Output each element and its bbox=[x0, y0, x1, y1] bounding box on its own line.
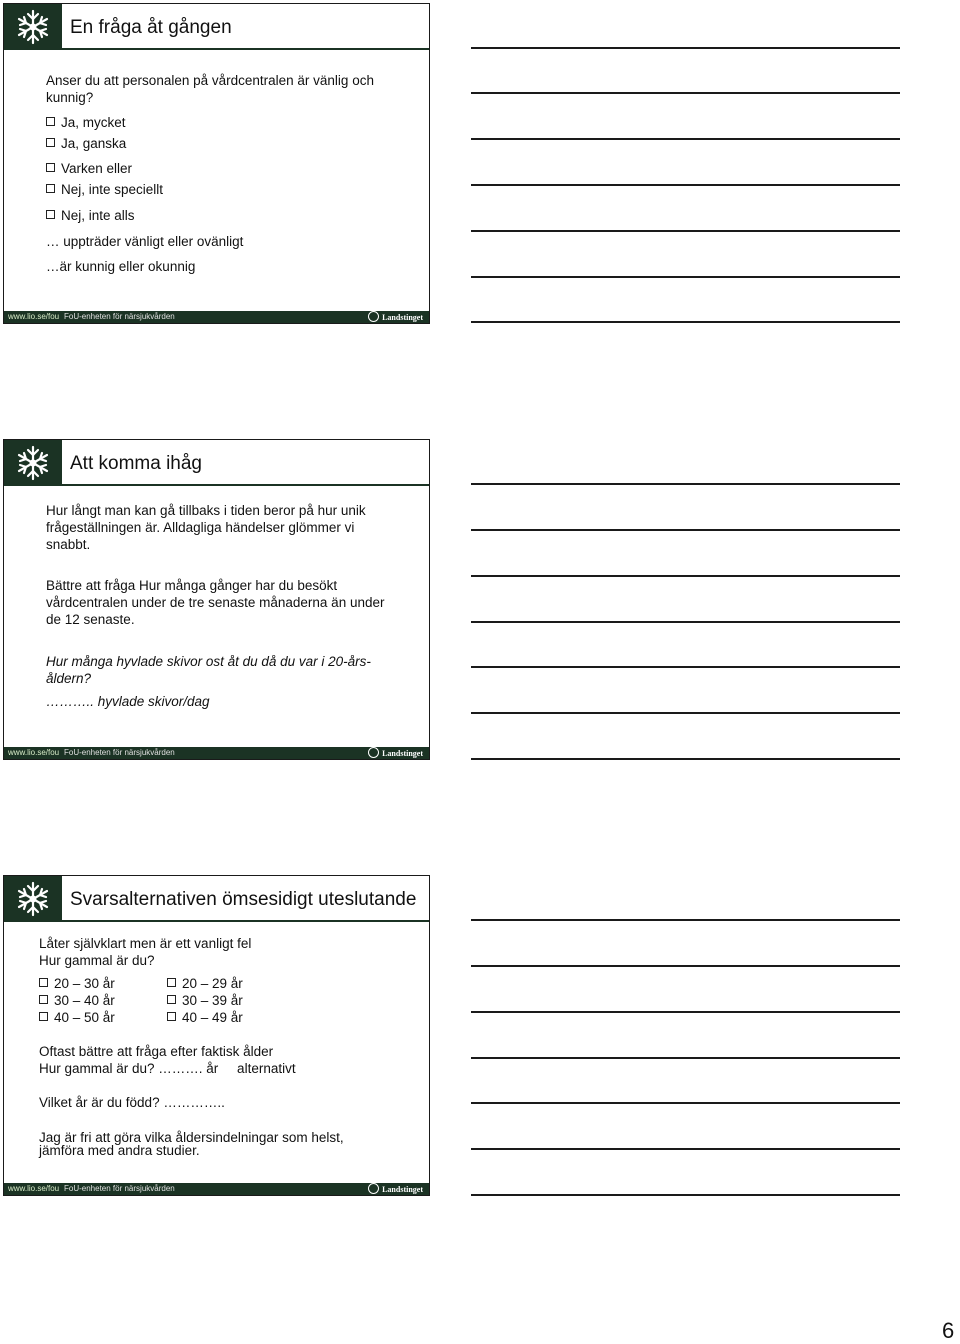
footer-brand-logo: Landstinget bbox=[368, 1183, 423, 1196]
note-line bbox=[471, 1057, 900, 1059]
footer-url[interactable]: www.lio.se/fou bbox=[8, 748, 60, 757]
note-line bbox=[471, 184, 900, 186]
slide-title: En fråga åt gången bbox=[70, 17, 232, 38]
age-option-right[interactable] bbox=[167, 1009, 243, 1026]
slide-title: Att komma ihåg bbox=[70, 453, 202, 474]
example-question: Hur många hyvlade skivor ost åt du då du var i 20-års- bbox=[46, 654, 371, 669]
snowflake-logo-icon bbox=[4, 876, 62, 922]
age-option-right[interactable] bbox=[167, 992, 243, 1009]
note-line bbox=[471, 666, 900, 668]
note-line bbox=[471, 1011, 900, 1013]
slide-header bbox=[4, 440, 429, 486]
paragraph-line: Bättre att fråga Hur många gånger har du besökt bbox=[46, 578, 338, 593]
option-label: Varken eller bbox=[61, 161, 133, 176]
paragraph-line: Vilket år är du född? ………….. bbox=[39, 1095, 225, 1110]
header-divider bbox=[62, 48, 429, 50]
note-line bbox=[471, 712, 900, 714]
option-label: 20 – 30 år bbox=[54, 976, 115, 991]
slide-footer bbox=[4, 1183, 429, 1195]
answer-option[interactable] bbox=[46, 114, 126, 131]
note-line bbox=[471, 230, 900, 232]
snowflake-logo-icon bbox=[4, 4, 62, 50]
header-divider bbox=[62, 920, 429, 922]
example-question: åldern? bbox=[46, 671, 92, 686]
answer-option[interactable] bbox=[46, 135, 126, 152]
note-line bbox=[471, 1102, 900, 1104]
paragraph-line: vårdcentralen under de tre senaste månaderna än under bbox=[46, 595, 385, 610]
note-line bbox=[471, 1148, 900, 1150]
slide-footer bbox=[4, 311, 429, 323]
checkbox-icon[interactable] bbox=[46, 184, 55, 193]
option-label: 20 – 29 år bbox=[182, 976, 243, 991]
note-line bbox=[471, 575, 900, 577]
question-text: Anser du att personalen på vårdcentralen är vänlig och bbox=[46, 73, 374, 88]
checkbox-icon[interactable] bbox=[46, 210, 55, 219]
paragraph-line: frågeställningen är. Alldagliga händelser glömmer vi bbox=[46, 520, 355, 535]
age-option-right[interactable] bbox=[167, 975, 243, 992]
note-line bbox=[471, 1194, 900, 1196]
note-line bbox=[471, 529, 900, 531]
note-line bbox=[471, 47, 900, 49]
checkbox-icon[interactable] bbox=[46, 138, 55, 147]
note-line bbox=[471, 483, 900, 485]
footer-unit: FoU-enheten för närsjukvården bbox=[64, 748, 175, 757]
paragraph-line: Hur gammal är du? ………. år alternativt bbox=[39, 1061, 296, 1076]
note-line bbox=[471, 965, 900, 967]
option-label: 40 – 49 år bbox=[182, 1010, 243, 1025]
paragraph-line: Hur långt man kan gå tillbaks i tiden beror på hur unik bbox=[46, 503, 366, 518]
footer-unit: FoU-enheten för närsjukvården bbox=[64, 312, 175, 321]
footer-url[interactable]: www.lio.se/fou bbox=[8, 312, 60, 321]
sub-question: … uppträder vänligt eller ovänligt bbox=[46, 234, 244, 249]
answer-option[interactable] bbox=[46, 181, 163, 198]
note-line bbox=[471, 138, 900, 140]
slide-2 bbox=[3, 439, 430, 760]
note-line bbox=[471, 621, 900, 623]
footer-brand-logo: Landstinget bbox=[368, 747, 423, 760]
option-label: 30 – 39 år bbox=[182, 993, 243, 1008]
paragraph-line: Oftast bättre att fråga efter faktisk ålder bbox=[39, 1044, 274, 1059]
note-line bbox=[471, 919, 900, 921]
checkbox-icon[interactable] bbox=[167, 1012, 176, 1021]
paragraph-line: Låter självklart men är ett vanligt fel bbox=[39, 936, 252, 951]
answer-option[interactable] bbox=[46, 207, 135, 224]
header-divider bbox=[62, 484, 429, 486]
paragraph-line: jämföra med andra studier. bbox=[39, 1143, 200, 1158]
note-line bbox=[471, 276, 900, 278]
option-label: Ja, mycket bbox=[61, 115, 126, 130]
slide-1 bbox=[3, 3, 430, 324]
checkbox-icon[interactable] bbox=[46, 117, 55, 126]
sub-question: …är kunnig eller okunnig bbox=[46, 259, 196, 274]
checkbox-icon[interactable] bbox=[39, 1012, 48, 1021]
footer-url[interactable]: www.lio.se/fou bbox=[8, 1184, 60, 1193]
footer-brand-logo: Landstinget bbox=[368, 311, 423, 324]
option-label: Nej, inte speciellt bbox=[61, 182, 164, 197]
snowflake-logo-icon bbox=[4, 440, 62, 486]
paragraph-line: Jag är fri att göra vilka åldersindelningar som helst, bbox=[39, 1130, 344, 1145]
checkbox-icon[interactable] bbox=[39, 978, 48, 987]
checkbox-icon[interactable] bbox=[46, 163, 55, 172]
footer-unit: FoU-enheten för närsjukvården bbox=[64, 1184, 175, 1193]
option-label: Ja, ganska bbox=[61, 136, 127, 151]
checkbox-icon[interactable] bbox=[39, 995, 48, 1004]
age-option-wrong[interactable] bbox=[39, 992, 115, 1009]
checkbox-icon[interactable] bbox=[167, 978, 176, 987]
option-label: Nej, inte alls bbox=[61, 208, 135, 223]
checkbox-icon[interactable] bbox=[167, 995, 176, 1004]
note-line bbox=[471, 92, 900, 94]
slide-footer bbox=[4, 747, 429, 759]
answer-option[interactable] bbox=[46, 160, 132, 177]
example-answer: ……….. hyvlade skivor/dag bbox=[46, 694, 210, 709]
option-label: 40 – 50 år bbox=[54, 1010, 115, 1025]
paragraph-line: snabbt. bbox=[46, 537, 91, 552]
slide-header bbox=[4, 4, 429, 50]
slide-3 bbox=[3, 875, 430, 1196]
note-line bbox=[471, 758, 900, 760]
option-label: 30 – 40 år bbox=[54, 993, 115, 1008]
age-option-wrong[interactable] bbox=[39, 975, 115, 992]
paragraph-line: Hur gammal är du? bbox=[39, 953, 155, 968]
slide-header bbox=[4, 876, 429, 922]
slide-title: Svarsalternativen ömsesidigt uteslutande bbox=[70, 889, 417, 910]
page-number: 6 bbox=[942, 1318, 955, 1343]
question-text-cont: kunnig? bbox=[46, 90, 94, 105]
age-option-wrong[interactable] bbox=[39, 1009, 115, 1026]
note-line bbox=[471, 321, 900, 323]
paragraph-line: de 12 senaste. bbox=[46, 612, 135, 627]
